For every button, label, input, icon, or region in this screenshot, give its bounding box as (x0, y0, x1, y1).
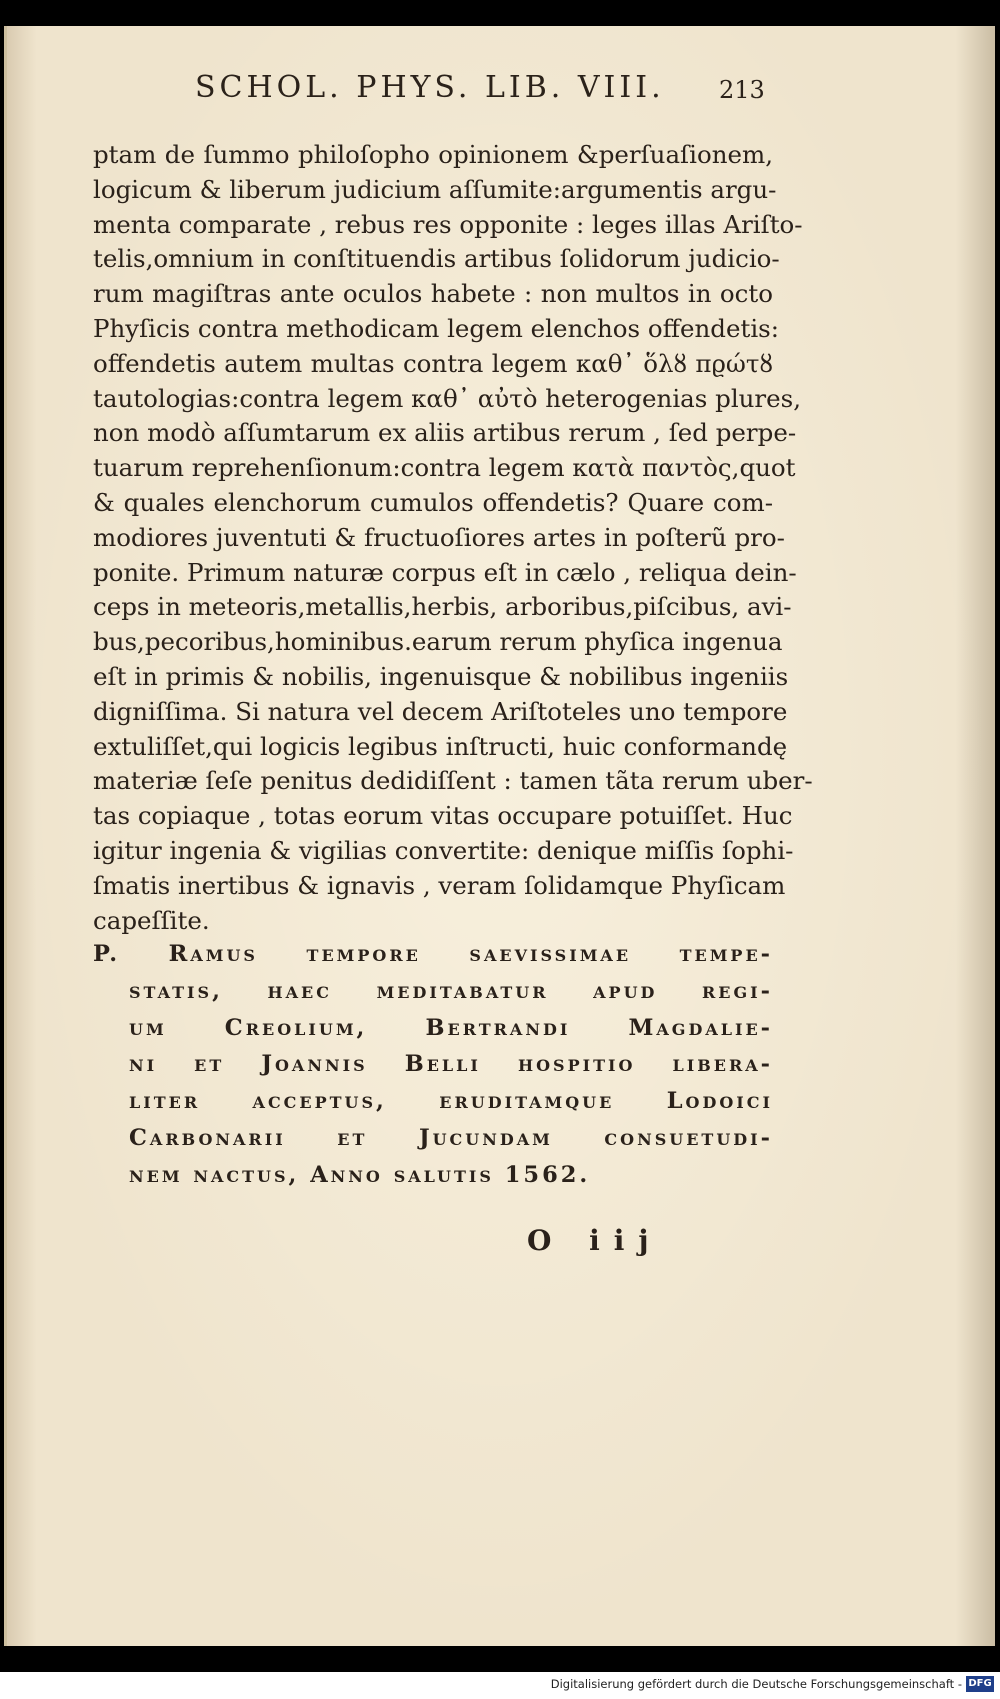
text-line: capeſſite. (93, 905, 210, 935)
text-line: ptam de ſummo philoſopho opinionem &perſuaſionem, (93, 140, 773, 169)
colophon-line: ni et Joannis Belli hospitio libera- (129, 1051, 773, 1078)
text-line: bus,pecoribus,hominibus.earum rerum phyſica ingenua (93, 627, 783, 657)
text-line: modiores juventuti & fructuoſiores artes in poſterũ pro- (93, 522, 785, 552)
text-line: tas copiaque , totas eorum vitas occupare potuiſſet. Huc (93, 801, 793, 831)
text-line: tautologias:contra legem καθ᾽ αὐτὸ heterogenias plures, (93, 383, 801, 413)
dfg-logo-icon[interactable]: DFG (966, 1676, 994, 1692)
colophon-line: liter acceptus, eruditamque Lodoici (129, 1088, 773, 1115)
main-text-block (93, 138, 813, 938)
digitization-credit: Digitalisierung gefördert durch die Deutsche Forschungsgemeinschaft - (550, 1677, 962, 1691)
colophon-line: statis, haec meditabatur apud regi- (129, 977, 773, 1004)
running-title: SCHOL. PHYS. LIB. VIII. (195, 70, 665, 105)
text-line: menta comparate , rebus res opponite : leges illas Ariſto- (93, 209, 803, 239)
text-line: logicum & liberum judicium aſſumite:argumentis argu- (93, 174, 777, 204)
text-line: non modò aſſumtarum ex aliis artibus rerum , ſed perpe- (93, 418, 797, 448)
text-line: ponite. Primum naturæ corpus eſt in cælo , reliqua dein- (93, 557, 797, 587)
text-line: ſmatis inertibus & ignavis , veram ſolidamque Phyſicam (93, 870, 786, 900)
colophon-line: Carbonarii et Jucundam consuetudi- (129, 1124, 773, 1151)
text-line: extuliſſet,qui logicis legibus inſtructi, huic conformandę (93, 731, 788, 761)
colophon-block (93, 936, 773, 1194)
text-line: igitur ingenia & vigilias convertite: denique miſſis ſophi- (93, 835, 794, 865)
text-line: telis,omnium in conſtituendis artibus ſolidorum judicio- (93, 244, 780, 274)
text-line: & quales elenchorum cumulos offendetis? Quare com- (93, 487, 773, 517)
colophon-line: nem nactus, Anno ſalutis 1562. (129, 1161, 591, 1188)
signature-mark: O iij (527, 1224, 663, 1257)
text-line: offendetis autem multas contra legem καθ᾽ ὅλȣ πϱώτȣ (93, 348, 773, 378)
text-line: digniſſima. Si natura vel decem Ariſtoteles uno tempore (93, 696, 788, 726)
text-line: materiæ ſeſe penitus dedidiſſent : tamen tãta rerum uber- (93, 766, 813, 796)
colophon-line: P. Ramus tempore saevissimae tempe- (93, 941, 773, 967)
text-line: ceps in meteoris,metallis,herbis, arboribus,piſcibus, avi- (93, 592, 792, 622)
text-line: rum magiſtras ante oculos habete : non multos in octo (93, 279, 773, 309)
page-number: 213 (719, 76, 765, 104)
text-line: eſt in primis & nobilis, ingenuisque & nobilibus ingeniis (93, 661, 789, 691)
book-page (4, 26, 995, 1646)
text-line: Phyſicis contra methodicam legem elenchos offendetis: (93, 313, 779, 343)
text-line: tuarum reprehenſionum:contra legem κατὰ παντὸς,quot (93, 453, 796, 483)
colophon-line: um Creolium, Bertrandi Magdalie- (129, 1014, 773, 1041)
